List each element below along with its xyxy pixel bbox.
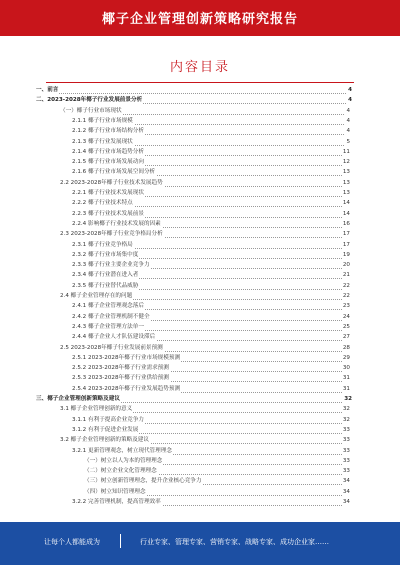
toc-entry-page: 34	[342, 478, 350, 485]
toc-entry-label: 二、2023-2028年椰子行业发展前景分析	[36, 97, 143, 104]
toc-entry-label: 2.2.2 椰子行业技术特点	[72, 200, 133, 207]
toc-entry-page: 4	[348, 97, 352, 104]
toc-entry-label: （四）树立知识管理理念	[84, 488, 146, 495]
toc-entry[interactable]	[72, 385, 350, 394]
toc-entry[interactable]	[72, 199, 350, 208]
toc-entry-page: 20	[342, 262, 350, 269]
toc-entry[interactable]	[60, 179, 350, 188]
toc-entry[interactable]	[72, 282, 350, 291]
toc-entry-label: 2.3.4 椰子行业潜在进入者	[72, 272, 139, 279]
toc-entry-page: 34	[342, 488, 350, 495]
toc-entry-label: 2.3 2023-2028年椰子行业竞争格局分析	[60, 231, 163, 238]
toc-entry-page: 29	[342, 354, 350, 361]
toc-entry-page: 33	[342, 457, 350, 464]
toc-entry-label: 3.2.1 更新管理观念，树立现代管理理念	[72, 447, 172, 454]
toc-entry-label: 2.2.1 椰子行业技术发展现状	[72, 190, 144, 196]
toc-entry-label: 2.4.3 椰子企业管理方法单一	[72, 323, 144, 330]
toc-entry-label: 2.1.2 椰子行业市场结构分析	[72, 128, 144, 135]
toc-entry-page: 13	[342, 190, 350, 196]
toc-leader-dots	[36, 92, 352, 94]
toc-entry-page: 22	[342, 282, 350, 289]
toc-entry[interactable]	[84, 477, 350, 486]
toc-entry-page: 21	[342, 272, 350, 279]
toc-entry-label: （二）树立企业文化管理理念	[84, 468, 157, 475]
toc-entry-label: （一）椰子行业市场现状	[60, 107, 122, 114]
toc-entry[interactable]	[72, 354, 350, 363]
toc-entry-page: 11	[342, 148, 350, 155]
toc-entry-page: 5	[346, 138, 350, 145]
toc-divider	[46, 82, 354, 83]
toc-entry-label: 2.5.2 2023-2028年椰子行业需求预测	[72, 365, 169, 372]
toc-entry[interactable]	[60, 436, 350, 445]
toc-entry[interactable]	[36, 395, 352, 404]
toc-entry-page: 14	[342, 200, 350, 207]
toc-entry-page: 4	[348, 87, 352, 93]
toc-entry[interactable]	[84, 467, 350, 476]
toc-entry-label: 2.2 2023-2028年椰子行业技术发展趋势	[60, 179, 163, 186]
toc-entry-page: 31	[342, 375, 350, 382]
toc-entry-label: 2.3.2 椰子行业市场集中度	[72, 251, 139, 258]
toc-entry-label: 2.4.1 椰子企业管理观念落后	[72, 303, 144, 310]
toc-entry[interactable]	[72, 251, 350, 260]
toc-entry[interactable]	[72, 374, 350, 383]
toc-entry[interactable]	[72, 261, 350, 270]
toc-entry[interactable]	[72, 168, 350, 177]
toc-entry-page: 31	[342, 385, 350, 392]
toc-entry-label: 2.4.4 椰子企业人才队伍建设滞后	[72, 334, 156, 341]
toc-entry-page: 30	[342, 365, 350, 372]
toc-entry-label: 2.4 椰子企业管理存在的问题	[60, 293, 133, 299]
toc-entry-label: 3.2 椰子企业管理创新的策略及建议	[60, 437, 149, 444]
toc-entry[interactable]	[72, 220, 350, 229]
toc-entry-label: 3.1 椰子企业管理创新的意义	[60, 406, 133, 413]
toc-entry-label: 2.1.6 椰子行业市场发展空间分析	[72, 169, 156, 176]
toc-entry-page: 24	[342, 313, 350, 320]
toc-entry[interactable]	[84, 457, 350, 466]
toc-entry[interactable]	[72, 117, 350, 126]
toc-entry-page: 22	[342, 293, 350, 299]
toc-entry[interactable]	[60, 344, 350, 353]
toc-entry-label: 3.1.2 有利于促进企业发展	[72, 426, 139, 433]
toc-entry[interactable]	[72, 323, 350, 332]
toc-entry-page: 32	[342, 406, 350, 413]
toc-entry-page: 27	[342, 334, 350, 341]
toc-entry-page: 23	[342, 303, 350, 310]
toc-entry-page: 12	[342, 159, 350, 166]
toc-entry[interactable]	[60, 107, 350, 116]
toc-entry[interactable]	[72, 302, 350, 311]
toc-entry-page: 33	[342, 468, 350, 475]
toc-entry-label: 2.3.5 椰子行业替代品威胁	[72, 282, 139, 289]
toc-entry-label: 2.2.3 椰子行业技术发展前景	[72, 210, 144, 217]
toc-entry-label: 2.2.4 影响椰子行业技术发展的因素	[72, 220, 161, 227]
toc-entry-page: 14	[342, 210, 350, 217]
footer-tagline: 行业专家、管理专家、营销专家、战略专家、成功企业家……	[140, 538, 329, 546]
toc-entry-label: 2.1.5 椰子行业市场发展动向	[72, 159, 144, 166]
toc-entry-page: 32	[344, 396, 352, 402]
toc-entry-label: 2.5 2023-2028年椰子行业发展前景预测	[60, 344, 163, 351]
toc-entry[interactable]	[72, 426, 350, 435]
toc-entry-label: 2.1.1 椰子行业市场规模	[72, 117, 133, 124]
toc-entry-label: 2.3.3 椰子行业主要企业竞争力	[72, 262, 150, 269]
toc-entry-label: （一）树立以人为本的管理理念	[84, 457, 163, 464]
toc-entry-label: 2.3.1 椰子行业竞争格局	[72, 241, 133, 248]
toc-entry[interactable]	[72, 364, 350, 373]
toc-entry[interactable]	[72, 148, 350, 157]
toc-entry[interactable]	[72, 313, 350, 322]
toc-entry-label: 3.2.2 完善管理机制，提高管理效率	[72, 499, 161, 505]
toc-entry-page: 17	[342, 241, 350, 248]
toc-entry[interactable]	[72, 138, 350, 147]
toc-entry-page: 34	[342, 499, 350, 505]
toc-entry[interactable]	[72, 333, 350, 342]
toc-entry-label: 2.5.4 2023-2028年椰子行业发展趋势预测	[72, 385, 181, 392]
toc-entry-page: 33	[342, 447, 350, 454]
toc-entry-label: 三、椰子企业管理创新策略及建议	[36, 396, 120, 402]
toc-entry[interactable]	[72, 416, 350, 425]
toc-entry-page: 4	[346, 117, 350, 124]
toc-entry[interactable]	[72, 271, 350, 280]
toc-entry-label: 2.5.3 2023-2028年椰子行业供给预测	[72, 375, 169, 382]
toc-entry-page: 13	[342, 169, 350, 176]
toc-entry-label: 2.1.4 椰子行业市场趋势分析	[72, 148, 144, 155]
toc-entry-page: 33	[342, 426, 350, 433]
toc-entry[interactable]	[60, 292, 350, 301]
document-title: 椰子企业管理创新策略研究报告	[101, 12, 298, 27]
toc-entry-page: 17	[342, 231, 350, 238]
toc-entry-page: 4	[346, 128, 350, 135]
toc-title: 内容目录	[169, 60, 230, 75]
toc-entry[interactable]	[60, 405, 350, 414]
toc-entry-label: 2.5.1 2023-2028年椰子行业市场规模预测	[72, 354, 181, 361]
toc-entry-page: 19	[342, 251, 350, 258]
toc-entry[interactable]	[72, 241, 350, 250]
toc-entry[interactable]	[72, 447, 350, 456]
toc-entry-label: 2.1.3 椰子行业发展现状	[72, 138, 133, 145]
toc-entry-page: 32	[342, 416, 350, 423]
toc-entry[interactable]	[60, 230, 350, 239]
footer-slogan: 让每个人都能成为	[44, 538, 100, 546]
toc-entry-page: 13	[342, 179, 350, 186]
toc-entry[interactable]	[72, 498, 350, 507]
toc-entry-label: （三）树立创新管理理念，提升企业核心竞争力	[84, 478, 202, 485]
toc-entry[interactable]	[36, 96, 352, 105]
footer-divider	[120, 534, 121, 548]
toc-entry[interactable]	[72, 158, 350, 167]
toc-entry-page: 16	[342, 220, 350, 227]
toc-entry[interactable]	[72, 189, 350, 198]
toc-entry-page: 33	[342, 437, 350, 444]
toc-entry-label: 2.4.2 椰子企业管理机制不健全	[72, 313, 150, 320]
toc-entry-page: 28	[342, 344, 350, 351]
toc-entry-label: 一、前言	[36, 87, 59, 93]
toc-entry[interactable]	[36, 86, 352, 95]
toc-entry-page: 4	[346, 107, 350, 114]
toc-entry[interactable]	[72, 210, 350, 219]
toc-entry-page: 25	[342, 323, 350, 330]
toc-entry[interactable]	[72, 127, 350, 136]
toc-entry[interactable]	[84, 488, 350, 497]
toc-entry-label: 3.1.1 有利于提高企业竞争力	[72, 416, 144, 423]
